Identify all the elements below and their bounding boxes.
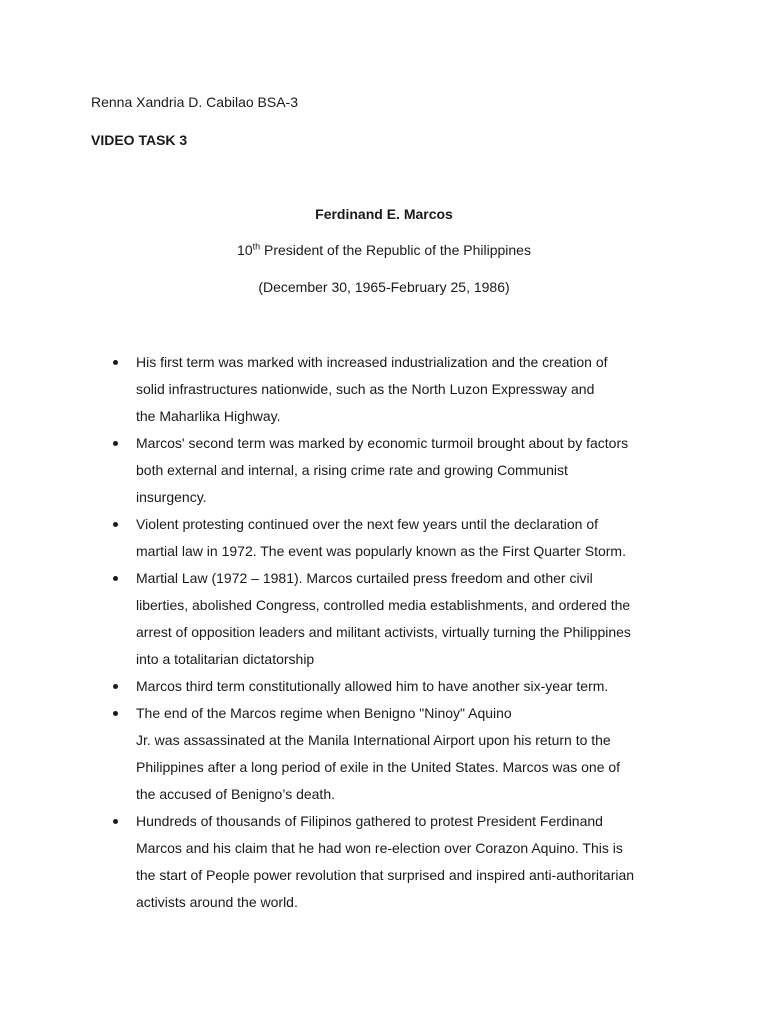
bullet-line: insurgency.	[136, 489, 207, 505]
bullet-line: both external and internal, a rising crime rate and growing Communist	[136, 462, 568, 478]
list-item	[110, 700, 680, 808]
bullet-dot-icon	[110, 808, 120, 835]
bullet-line: Hundreds of thousands of Filipinos gathered to protest President Ferdinand	[136, 813, 603, 829]
bullet-dot-icon	[110, 511, 120, 538]
bullet-dot-icon	[110, 430, 120, 457]
bullet-text	[136, 511, 680, 565]
list-item	[110, 349, 680, 430]
bullet-line: Marcos third term constitutionally allowed him to have another six-year term.	[136, 678, 609, 694]
bullet-line: Violent protesting continued over the next few years until the declaration of	[136, 516, 599, 532]
bullet-line: Philippines after a long period of exile in the United States. Marcos was one of	[136, 759, 621, 775]
bullet-dot-icon	[110, 700, 120, 727]
list-item	[110, 511, 680, 565]
bullet-dot-icon	[110, 349, 120, 376]
bullet-text	[136, 808, 680, 916]
bullet-line: the start of People power revolution that surprised and inspired anti-authoritarian	[136, 867, 635, 883]
bullet-line: liberties, abolished Congress, controlled media establishments, and ordered the	[136, 597, 631, 613]
bullet-text	[136, 700, 680, 808]
bullet-line: activists around the world.	[136, 894, 298, 910]
bullet-line: The end of the Marcos regime when Benigno "Ninoy" Aquino	[136, 705, 512, 721]
author-line: Renna Xandria D. Cabilao BSA-3	[91, 94, 299, 110]
task-label: VIDEO TASK 3	[91, 132, 188, 148]
list-item	[110, 565, 680, 673]
bullet-line: into a totalitarian dictatorship	[136, 651, 315, 667]
bullet-text	[136, 430, 680, 511]
list-item	[110, 808, 680, 916]
list-item	[110, 430, 680, 511]
bullet-text	[136, 565, 680, 673]
subtitle-ordinal: 10	[237, 242, 253, 258]
bullet-line: the Maharlika Highway.	[136, 408, 281, 424]
bullet-text	[136, 673, 680, 700]
bullet-line: Marcos' second term was marked by economic turmoil brought about by factors	[136, 435, 629, 451]
term-dates: (December 30, 1965-February 25, 1986)	[258, 279, 510, 295]
bullet-line: martial law in 1972. The event was popularly known as the First Quarter Storm.	[136, 543, 626, 559]
bullet-line: Jr. was assassinated at the Manila International Airport upon his return to the	[136, 732, 611, 748]
subtitle-ordinal-suffix: th	[252, 241, 261, 252]
list-item	[110, 673, 680, 700]
bullet-line: solid infrastructures nationwide, such as the North Luzon Expressway and	[136, 381, 595, 397]
bullet-line: the accused of Benigno’s death.	[136, 786, 336, 802]
subtitle-text: President of the Republic of the Philippines	[260, 242, 531, 258]
bullet-list	[110, 349, 680, 916]
bullet-line: His first term was marked with increased industrialization and the creation of	[136, 354, 608, 370]
bullet-text	[136, 349, 680, 430]
document-title: Ferdinand E. Marcos	[315, 206, 453, 222]
document-subtitle	[0, 241, 768, 259]
bullet-line: Marcos and his claim that he had won re-election over Corazon Aquino. This is	[136, 840, 623, 856]
bullet-dot-icon	[110, 565, 120, 592]
bullet-dot-icon	[110, 673, 120, 700]
bullet-line: arrest of opposition leaders and militant activists, virtually turning the Philippines	[136, 624, 631, 640]
bullet-line: Martial Law (1972 – 1981). Marcos curtailed press freedom and other civil	[136, 570, 593, 586]
